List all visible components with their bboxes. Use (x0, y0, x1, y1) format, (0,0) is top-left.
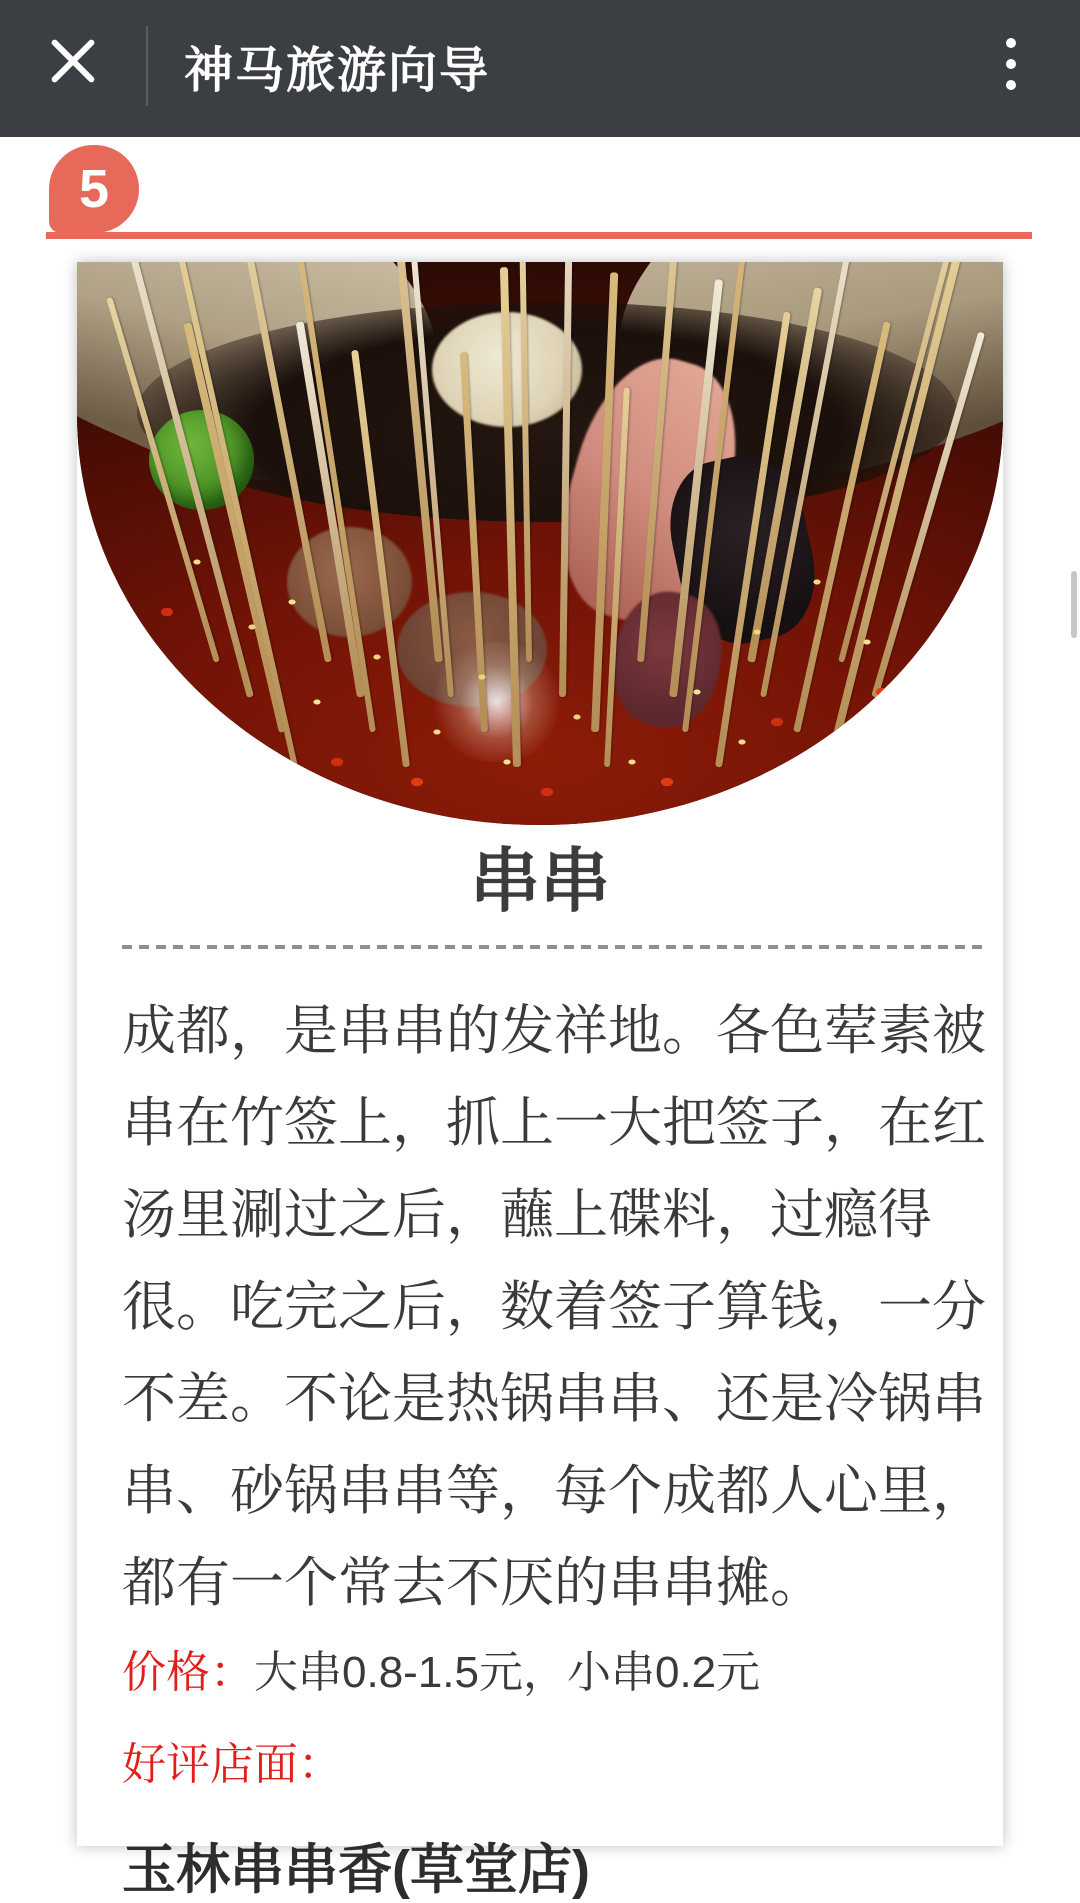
close-icon[interactable] (46, 34, 98, 86)
paragraph-line: 串、砂锅串串等，每个成都人心里， (122, 1461, 986, 1521)
hotpot-skewers-photo (77, 262, 1003, 825)
paragraph-line: 成都，是串串的发祥地。各色荤素被 (122, 1001, 986, 1061)
menu-dot (1006, 80, 1016, 90)
scrollbar-thumb[interactable] (1071, 571, 1077, 638)
shops-label: 好评店面： (122, 1740, 342, 1789)
article-card (77, 262, 1003, 1900)
paragraph-line: 不差。不论是热锅串串、还是冷锅串 (122, 1369, 986, 1429)
kebab-menu-icon[interactable] (986, 30, 1034, 102)
section-number: 5 (78, 159, 110, 219)
section-number-badge (49, 145, 139, 233)
menu-dot (1006, 38, 1016, 48)
paragraph-line: 都有一个常去不厌的串串摊。 (122, 1553, 824, 1613)
topbar-divider (146, 26, 148, 106)
article-paragraph (77, 985, 1003, 1629)
page-title: 神马旅游向导 (184, 44, 491, 98)
accent-divider-line (46, 232, 1032, 239)
dashed-divider (122, 945, 986, 949)
price-label: 价格： (122, 1648, 254, 1697)
top-bar (0, 0, 1080, 137)
paragraph-line: 串在竹签上，抓上一大把签子，在红 (122, 1093, 986, 1153)
paragraph-line: 很。吃完之后，数着签子算钱，一分 (122, 1277, 986, 1337)
article-title: 串串 (470, 842, 610, 920)
menu-dot (1006, 59, 1016, 69)
shop-name: 玉林串串香(草堂店) (122, 1840, 590, 1900)
paragraph-line: 汤里涮过之后，蘸上碟料，过瘾得 (122, 1185, 932, 1245)
photo-sesame-dots (77, 262, 1003, 825)
price-value: 大串0.8-1.5元，小串0.2元 (254, 1648, 761, 1697)
price-line (77, 1645, 1003, 1701)
